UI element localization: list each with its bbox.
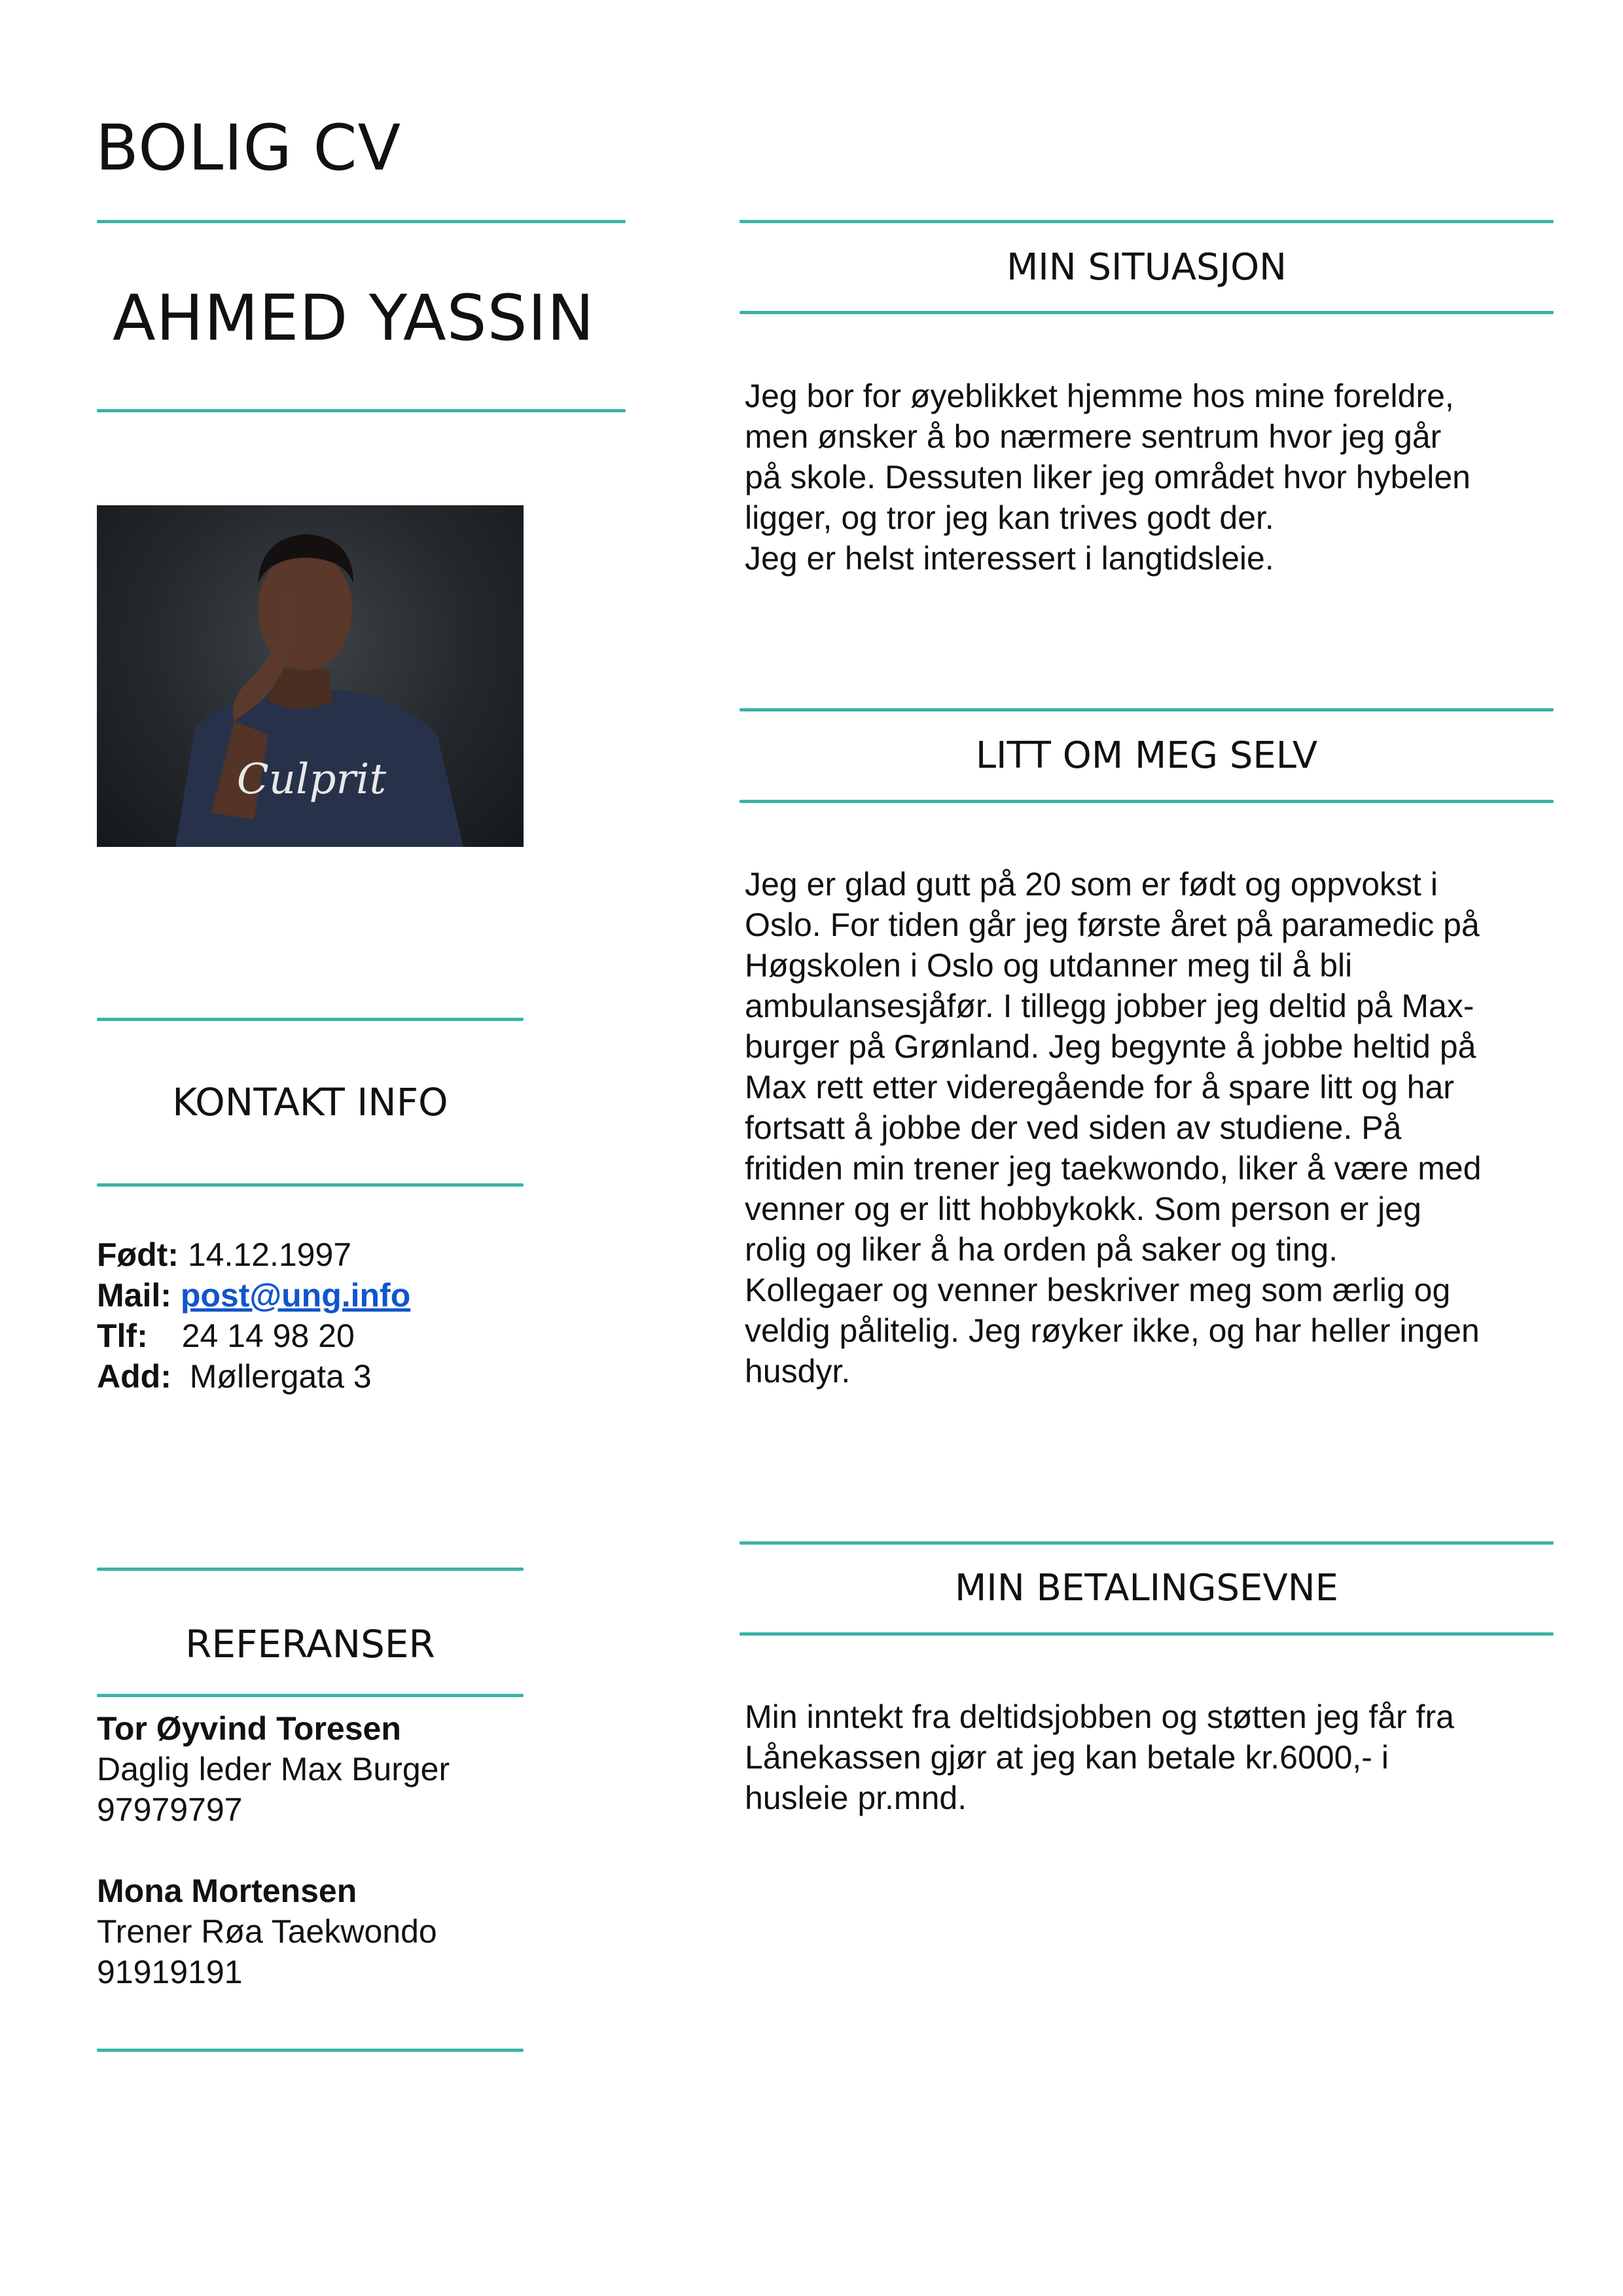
profile-photo: [97, 505, 524, 847]
address-row: [97, 1356, 594, 1397]
about-line: veldig pålitelig. Jeg røyker ikke, og har heller ingen: [745, 1312, 1480, 1349]
payment-rule-top: [740, 1541, 1554, 1545]
document-title: BOLIG CV: [96, 111, 402, 185]
payment-line: Lånekassen gjør at jeg kan betale kr.6000,- i: [745, 1739, 1389, 1776]
contact-heading: KONTAKT INFO: [172, 1080, 448, 1124]
name-rule: [97, 409, 626, 412]
about-line: husdyr.: [745, 1353, 851, 1390]
about-line: fritiden min trener jeg taekwondo, liker å være med: [745, 1150, 1482, 1187]
references-rule-bottom: [97, 1694, 524, 1697]
born-label: Født:: [97, 1236, 179, 1273]
mail-row: [97, 1275, 594, 1316]
situation-line: ligger, og tror jeg kan trives godt der.: [745, 499, 1274, 536]
contact-rule-bottom: [97, 1183, 524, 1187]
situation-text: [745, 376, 1554, 579]
address-value: Møllergata 3: [189, 1358, 372, 1395]
reference-name: Mona Mortensen: [97, 1873, 357, 1909]
payment-rule-bottom: [740, 1632, 1554, 1636]
phone-value: 24 14 98 20: [181, 1318, 355, 1354]
reference-role: Daglig leder Max Burger: [97, 1751, 450, 1787]
reference-phone: 91919191: [97, 1954, 243, 1990]
email-link[interactable]: post@ung.info: [180, 1277, 411, 1314]
reference-item: [97, 1708, 594, 1830]
situation-line: men ønsker å bo nærmere sentrum hvor jeg går: [745, 418, 1442, 455]
about-rule-bottom: [740, 800, 1554, 803]
about-line: Max rett etter videregående for å spare litt og har: [745, 1069, 1454, 1105]
payment-line: husleie pr.mnd.: [745, 1780, 967, 1816]
about-line: venner og er litt hobbykokk. Som person er jeg: [745, 1191, 1421, 1227]
references-rule-end: [97, 2049, 524, 2052]
shirt-print-text: Culprit: [236, 755, 387, 804]
contact-details: [97, 1234, 594, 1397]
situation-line: Jeg er helst interessert i langtidsleie.: [745, 540, 1274, 577]
phone-row: [97, 1316, 594, 1356]
about-line: Høgskolen i Oslo og utdanner meg til å bli: [745, 947, 1353, 984]
mail-label: Mail:: [97, 1277, 171, 1314]
situation-rule-bottom: [740, 311, 1554, 314]
situation-line: på skole. Dessuten liker jeg området hvor hybelen: [745, 459, 1471, 495]
about-line: Kollegaer og venner beskriver meg som ærlig og: [745, 1272, 1451, 1308]
born-value: 14.12.1997: [187, 1236, 352, 1273]
about-line: rolig og liker å ha orden på saker og ting.: [745, 1231, 1338, 1268]
payment-text: [745, 1696, 1554, 1818]
about-line: ambulansesjåfør. I tillegg jobber jeg deltid på Max-: [745, 988, 1474, 1024]
born-row: [97, 1234, 594, 1275]
about-rule-top: [740, 708, 1554, 711]
about-heading: LITT OM MEG SELV: [975, 734, 1318, 777]
contact-rule-top: [97, 1018, 524, 1021]
payment-heading: MIN BETALINGSEVNE: [954, 1567, 1338, 1609]
references-list: [97, 1708, 594, 1992]
about-text: [745, 864, 1554, 1391]
title-rule: [97, 220, 626, 223]
references-heading: REFERANSER: [185, 1622, 435, 1666]
about-line: fortsatt å jobbe der ved siden av studiene. På: [745, 1109, 1402, 1146]
reference-name: Tor Øyvind Toresen: [97, 1710, 401, 1747]
reference-phone: 97979797: [97, 1791, 243, 1828]
person-portrait-image: [97, 505, 524, 847]
about-line: burger på Grønland. Jeg begynte å jobbe heltid på: [745, 1028, 1476, 1065]
situation-line: Jeg bor for øyeblikket hjemme hos mine foreldre,: [745, 378, 1454, 414]
situation-heading: MIN SITUASJON: [1006, 246, 1287, 289]
reference-role: Trener Røa Taekwondo: [97, 1913, 437, 1950]
about-line: Oslo. For tiden går jeg første året på paramedic på: [745, 906, 1480, 943]
address-label: Add:: [97, 1358, 171, 1395]
payment-line: Min inntekt fra deltidsjobben og støtten jeg får fra: [745, 1698, 1454, 1735]
phone-label: Tlf:: [97, 1318, 148, 1354]
reference-item: [97, 1871, 594, 1992]
situation-rule-top: [740, 220, 1554, 223]
references-rule-top: [97, 1568, 524, 1571]
about-line: Jeg er glad gutt på 20 som er født og oppvokst i: [745, 866, 1438, 903]
applicant-name: AHMED YASSIN: [113, 281, 595, 355]
